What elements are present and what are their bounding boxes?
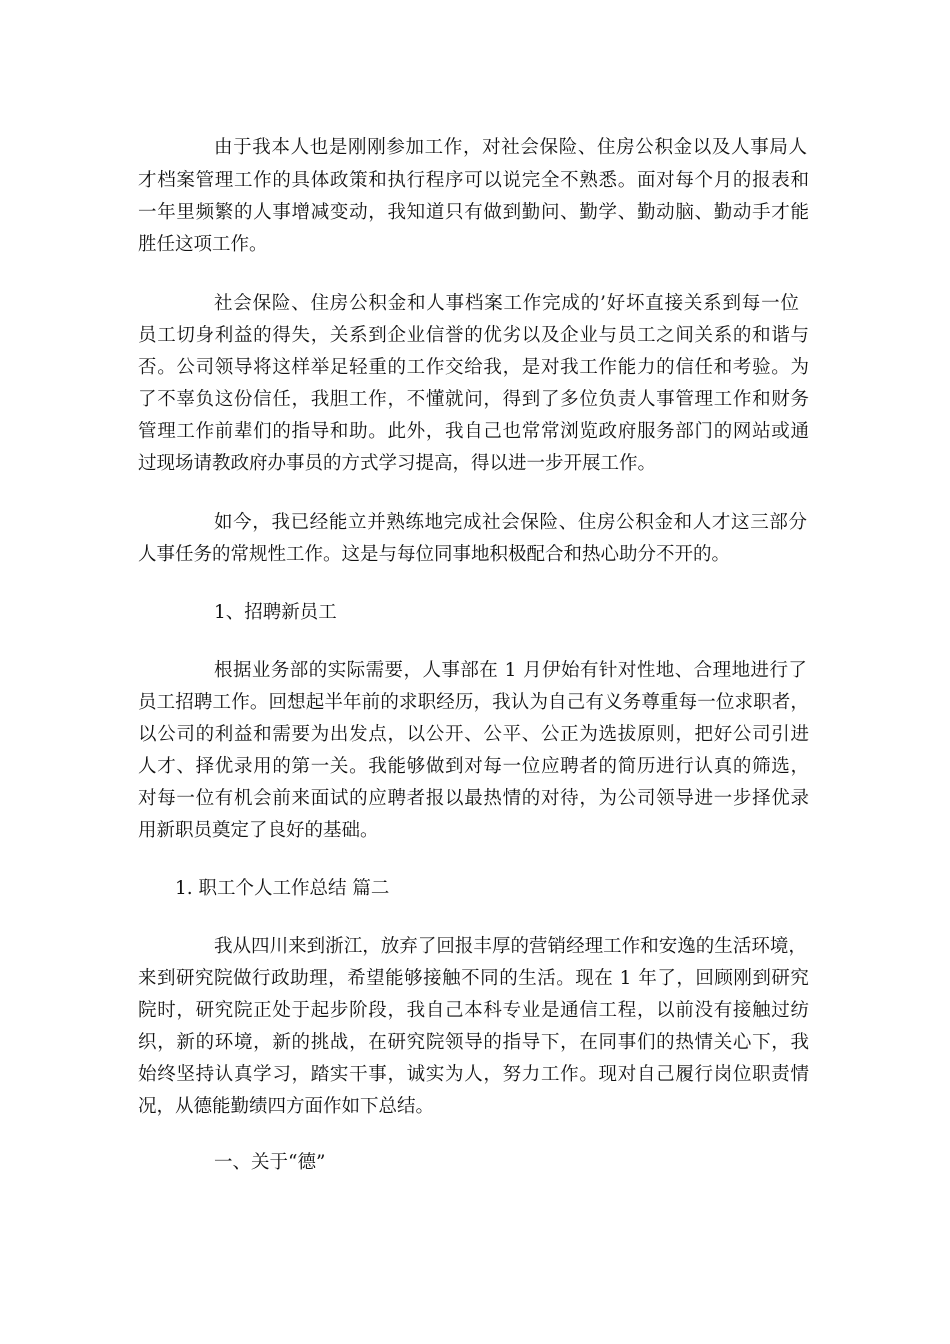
p4-line-3: 以公司的利益和需要为出发点，以公开、公平、公正为选拔原则，把好公司引进	[138, 724, 810, 745]
p5-line-6: 况，从德能勤绩四方面作如下总结。	[138, 1096, 435, 1117]
p1-line-3: 一年里频繁的人事增减变动，我知道只有做到勤问、勤学、勤动脑、勤动手才能	[138, 202, 810, 223]
p5-line-1: 我从四川来到浙江，放弃了回报丰厚的营销经理工作和安逸的生活环境，	[214, 936, 807, 957]
p2-line-6: 过现场请教政府办事员的方式学习提高，得以进一步开展工作。	[138, 453, 657, 474]
p4-line-4: 人才、择优录用的第一关。我能够做到对每一位应聘者的简历进行认真的筛选，	[138, 756, 810, 777]
p3-line-2: 人事任务的常规性工作。这是与每位同事地积极配合和热心助分不开的。	[138, 544, 731, 565]
section-heading-recruit: 1、招聘新员工	[214, 602, 337, 623]
p1-line-2: 才档案管理工作的具体政策和执行程序可以说完全不熟悉。面对每个月的报表和	[138, 170, 810, 191]
section-heading-part-two: 1. 职工个人工作总结 篇二	[175, 878, 390, 899]
p5-line-2: 来到研究院做行政助理，希望能够接触不同的生活。现在 1 年了，回顾刚到研究	[138, 968, 810, 989]
p5-line-4: 织，新的环境，新的挑战，在研究院领导的指导下，在同事们的热情关心下，我	[138, 1032, 810, 1053]
section-heading-virtue: 一、关于“德”	[214, 1152, 326, 1173]
p4-line-6: 用新职员奠定了良好的基础。	[138, 820, 379, 841]
p4-line-2: 员工招聘工作。回想起半年前的求职经历，我认为自己有义务尊重每一位求职者，	[138, 692, 810, 713]
p4-line-5: 对每一位有机会前来面试的应聘者报以最热情的对待，为公司领导进一步择优录	[138, 788, 810, 809]
p1-line-4: 胜任这项工作。	[138, 234, 268, 255]
p2-line-3: 否。公司领导将这样举足轻重的工作交给我，是对我工作能力的信任和考验。为	[138, 357, 810, 378]
p1-line-1: 由于我本人也是刚刚参加工作，对社会保险、住房公积金以及人事局人	[214, 137, 808, 158]
p2-line-5: 管理工作前辈们的指导和助。此外，我自己也常常浏览政府服务部门的网站或通	[138, 421, 810, 442]
p4-line-1: 根据业务部的实际需要，人事部在 1 月伊始有针对性地、合理地进行了	[214, 660, 808, 681]
p3-line-1: 如今，我已经能立并熟练地完成社会保险、住房公积金和人才这三部分	[214, 512, 808, 533]
p2-line-1: 社会保险、住房公积金和人事档案工作完成的’好坏直接关系到每一位	[214, 293, 800, 314]
p2-line-4: 了不辜负这份信任，我胆工作，不懂就问，得到了多位负责人事管理工作和财务	[138, 389, 810, 410]
p5-line-5: 始终坚持认真学习，踏实干事，诚实为人，努力工作。现对自己履行岗位职责情	[138, 1064, 810, 1085]
p2-line-2: 员工切身利益的得失，关系到企业信誉的优劣以及企业与员工之间关系的和谐与	[138, 325, 810, 346]
p5-line-3: 院时，研究院正处于起步阶段，我自己本科专业是通信工程，以前没有接触过纺	[138, 1000, 810, 1021]
